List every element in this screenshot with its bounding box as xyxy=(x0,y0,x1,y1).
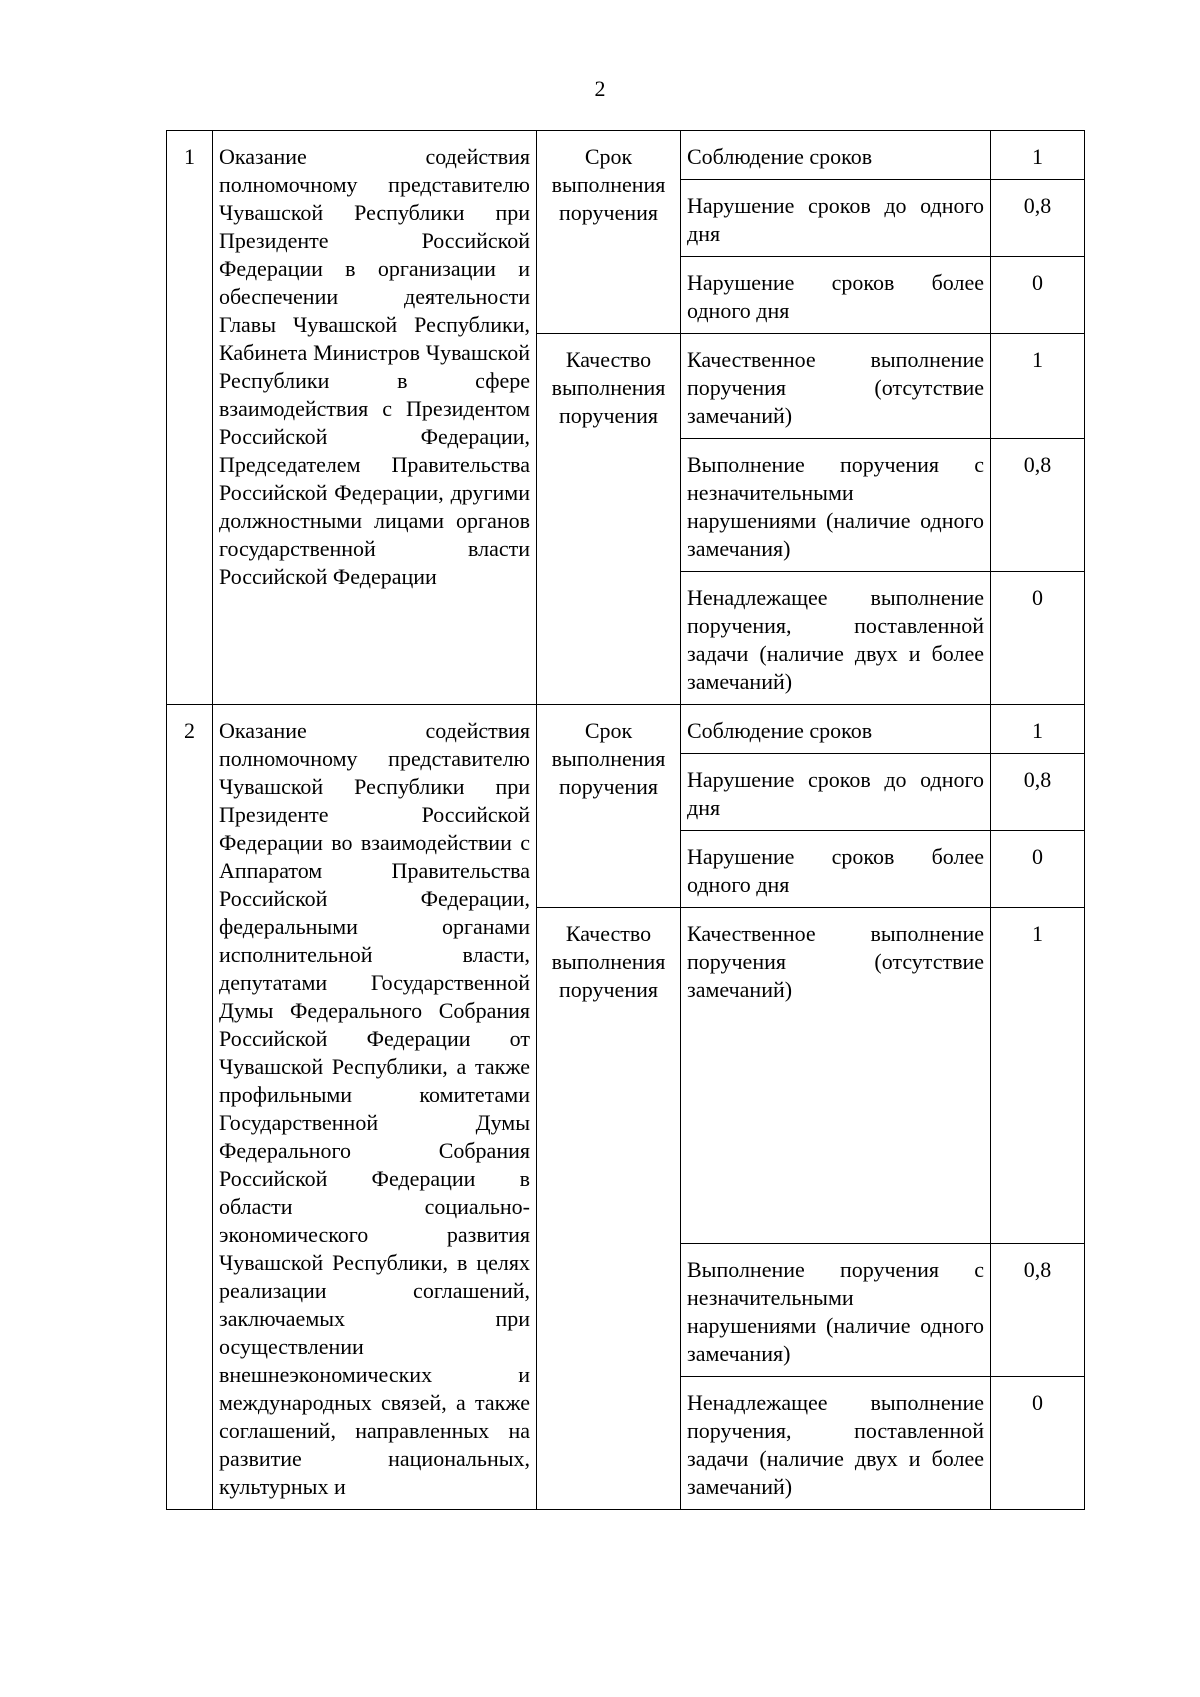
table-row xyxy=(167,705,1085,754)
indicator-text: Выполнение поручения с незначительными нарушениями (наличие одного замечания) xyxy=(681,439,991,572)
indicator-score: 0 xyxy=(991,831,1085,908)
indicator-text: Качественное выполнение поручения (отсутствие замечаний) xyxy=(681,908,991,1244)
indicator-score: 0,8 xyxy=(991,1244,1085,1377)
table-row xyxy=(167,131,1085,180)
criterion-name: Качество выполнения поручения xyxy=(537,334,681,705)
indicator-score: 1 xyxy=(991,131,1085,180)
row-description: Оказание содействия полномочному представителю Чувашской Республики при Президенте Российской Федерации во взаимодействии с Аппаратом Правительства Российской Федерации, федеральными органами исполнительной власти, депутатами Государственной Думы Федерального Собрания Российской Федерации от Чувашской Республики, а также профильными комитетами Государственной Думы Федерального Собрания Российской Федерации в области социально-экономического развития Чувашской Республики, в целях реализации соглашений, заключаемых при осуществлении внешнеэкономических и международных связей, а также соглашений, направленных на развитие национальных, культурных и xyxy=(213,705,537,1510)
row-number: 2 xyxy=(167,705,213,1510)
indicator-score: 0,8 xyxy=(991,754,1085,831)
indicator-score: 0 xyxy=(991,572,1085,705)
indicator-score: 1 xyxy=(991,705,1085,754)
indicator-text: Выполнение поручения с незначительными нарушениями (наличие одного замечания) xyxy=(681,1244,991,1377)
indicator-text: Соблюдение сроков xyxy=(681,705,991,754)
indicator-text: Ненадлежащее выполнение поручения, поставленной задачи (наличие двух и более замечаний) xyxy=(681,572,991,705)
criterion-name: Срок выполнения поручения xyxy=(537,705,681,908)
indicator-score: 0,8 xyxy=(991,180,1085,257)
indicator-text: Соблюдение сроков xyxy=(681,131,991,180)
criteria-table xyxy=(166,130,1085,1510)
page-number: 2 xyxy=(594,76,606,101)
indicator-score: 0,8 xyxy=(991,439,1085,572)
indicator-text: Нарушение сроков более одного дня xyxy=(681,257,991,334)
indicator-score: 1 xyxy=(991,334,1085,439)
indicator-text: Нарушение сроков до одного дня xyxy=(681,180,991,257)
indicator-text: Нарушение сроков до одного дня xyxy=(681,754,991,831)
indicator-score: 0 xyxy=(991,1377,1085,1510)
indicator-text: Качественное выполнение поручения (отсутствие замечаний) xyxy=(681,334,991,439)
indicator-text: Нарушение сроков более одного дня xyxy=(681,831,991,908)
row-description: Оказание содействия полномочному представителю Чувашской Республики при Президенте Российской Федерации в организации и обеспечении деятельности Главы Чувашской Республики, Кабинета Министров Чувашской Республики в сфере взаимодействия с Президентом Российской Федерации, Председателем Правительства Российской Федерации, другими должностными лицами органов государственной власти Российской Федерации xyxy=(213,131,537,705)
indicator-score: 0 xyxy=(991,257,1085,334)
indicator-text: Ненадлежащее выполнение поручения, поставленной задачи (наличие двух и более замечаний) xyxy=(681,1377,991,1510)
indicator-score: 1 xyxy=(991,908,1085,1244)
criterion-name: Качество выполнения поручения xyxy=(537,908,681,1510)
criterion-name: Срок выполнения поручения xyxy=(537,131,681,334)
row-number: 1 xyxy=(167,131,213,705)
